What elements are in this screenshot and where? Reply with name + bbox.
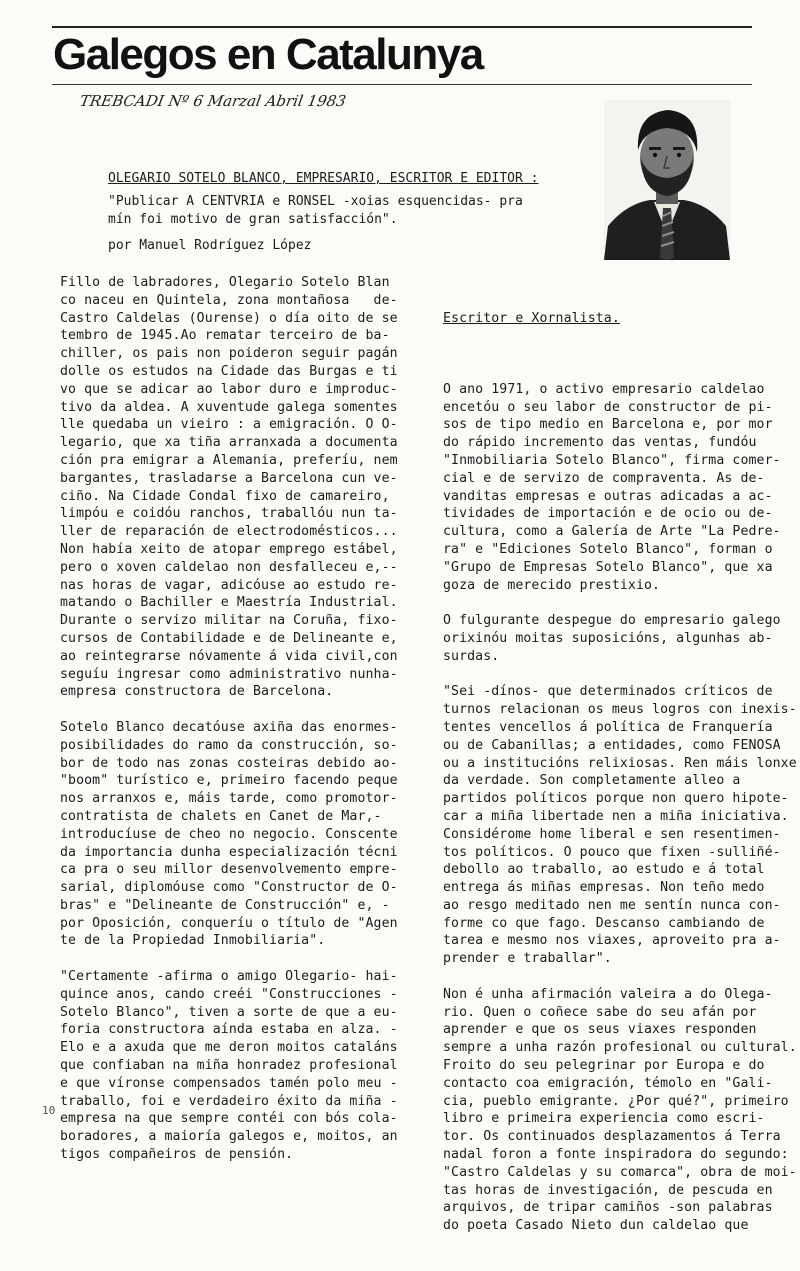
text-line: debollo ao traballo, ao estudo e á total — [443, 862, 765, 878]
text-line: e que víronse compensados tamén polo meu - — [60, 1075, 398, 1091]
text-line: boradores, a maioría galegos e, moitos, an — [60, 1129, 398, 1145]
article-paragraph — [60, 274, 435, 701]
text-line: da importancia dunha especialización técni — [60, 844, 398, 860]
text-line: Sotelo Blanco decatóuse axiña das enormes- — [60, 719, 398, 735]
text-line: rio. Quen o coñece sabe do seu afán por — [443, 1004, 757, 1020]
title-rule — [52, 84, 752, 85]
text-line: te de la Propiedad Inmobiliaria". — [60, 933, 326, 949]
text-line: co naceu en Quintela, zona montañosa de- — [60, 292, 398, 308]
text-line: ciño. Na Cidade Condal fixo de camareiro, — [60, 488, 390, 504]
section-heading: Escritor e Xornalista. — [443, 310, 620, 326]
text-line: goza de merecido prestixio. — [443, 577, 661, 593]
text-line: da verdade. Son completamente alleo a — [443, 773, 741, 789]
text-line: bras" e "Delineante de Construcción" e, - — [60, 897, 390, 913]
article-paragraph — [443, 986, 797, 1235]
text-line: "Inmobiliaria Sotelo Blanco", firma comer- — [443, 452, 781, 468]
article-headline: OLEGARIO SOTELO BLANCO, EMPRESARIO, ESCRITOR E EDITOR : — [108, 171, 539, 186]
text-line: cial e de servizo de compraventa. As de- — [443, 470, 765, 486]
quote-line: mín foi motivo de gran satisfacción". — [108, 212, 398, 227]
text-line: do rápido incremento das ventas, fundóu — [443, 435, 757, 451]
text-line: nadal foron a fonte inspiradora do segundo: — [443, 1147, 789, 1163]
text-line: empresa constructora de Barcelona. — [60, 684, 334, 700]
text-line: Castro Caldelas (Ourense) o día oito de se — [60, 310, 398, 326]
text-line: matando o Bachiller e Maestría Industrial. — [60, 595, 398, 611]
text-line: bargantes, trasladarse a Barcelona cun ve- — [60, 470, 398, 486]
text-line: "boom" turístico e, primeiro facendo peque — [60, 773, 398, 789]
text-line: Elo e a axuda que me deron moitos cataláns — [60, 1040, 398, 1056]
page-number: 10 — [42, 1104, 56, 1117]
text-line: arquivos, de tripar camiños -son palabras — [443, 1200, 773, 1216]
text-line: tembro de 1945.Ao rematar terceiro de ba- — [60, 328, 390, 344]
text-line: entrega ás miñas empresas. Non teño medo — [443, 880, 765, 896]
text-line: libro e primeira experiencia como escri- — [443, 1111, 765, 1127]
text-line: limpóu e coidóu ranchos, traballóu nun ta- — [60, 506, 398, 522]
text-line: por Oposición, conqueríu o título de "Agen — [60, 915, 398, 931]
text-line: cultura, como a Galería de Arte "La Pedre- — [443, 524, 781, 540]
text-line: Sotelo Blanco", tiven a sorte de que a eu- — [60, 1004, 398, 1020]
text-line: bor de todo nas zonas costeiras debido ao- — [60, 755, 398, 771]
text-line: pero o xoven caldelao non desfalleceu e,-- — [60, 559, 398, 575]
text-line: ción pra emigrar a Alemania, preferíu, nem — [60, 452, 398, 468]
text-line: tos políticos. O pouco que fixen -sulliñé- — [443, 844, 781, 860]
text-line: vanditas empresas e outras adicadas a ac- — [443, 488, 773, 504]
text-line: Froito do seu pelegrinar por Europa e do — [443, 1058, 765, 1074]
text-line: introducíuse de cheo no negocio. Conscente — [60, 826, 398, 842]
handwritten-note: TREBCADI Nº 6 Marzal Abril 1983 — [78, 92, 348, 110]
section-title: Galegos en Catalunya — [53, 30, 483, 79]
text-line: seguíu ingresar como administrativo nunha- — [60, 666, 398, 682]
article-paragraph — [60, 719, 435, 950]
text-line: ou de Cabanillas; a entidades, como FENOSA — [443, 737, 781, 753]
text-line: dolle os estudos na Cidade das Burgas e ti — [60, 363, 398, 379]
text-line: empresa na que sempre contéi con bós cola- — [60, 1111, 398, 1127]
text-line: nas horas de vagar, adicóuse ao estudo re- — [60, 577, 398, 593]
text-line: tentes vencellos á política de Franquería — [443, 719, 773, 735]
text-line: tivo da aldea. A xuventude galega somentes — [60, 399, 398, 415]
text-line: cursos de Contabilidade e de Delineante e, — [60, 630, 398, 646]
author-byline: por Manuel Rodríguez López — [108, 238, 312, 253]
text-line: tarea e mesmo nos viaxes, aproveito pra a- — [443, 933, 781, 949]
text-line: quince anos, cando creéi "Construcciones - — [60, 986, 398, 1002]
text-line: ca pra o seu millor desenvolvemento empre- — [60, 862, 398, 878]
text-line: ao reintegrarse nóvamente á vida civil,con — [60, 648, 398, 664]
text-line: ou a institucións relixiosas. Ren máis lonxe — [443, 755, 797, 771]
text-line: surdas. — [443, 648, 500, 664]
text-line: contratista de chalets en Canet de Mar,- — [60, 808, 382, 824]
text-line: "Sei -dínos- que determinados críticos de — [443, 684, 773, 700]
text-line: tigos compañeiros de pensión. — [60, 1147, 294, 1163]
text-line: tividades de importación e de ocio ou de- — [443, 506, 773, 522]
text-line: "Castro Caldelas y su comarca", obra de moi- — [443, 1164, 797, 1180]
text-line: sos de tipo medio en Barcelona e, por mor — [443, 417, 773, 433]
text-line: encetóu o seu labor de constructor de pi- — [443, 399, 773, 415]
text-line: aprender e que os seus viaxes responden — [443, 1022, 757, 1038]
text-line: legario, que xa tiña arranxada a documenta — [60, 435, 398, 451]
text-line: car a miña libertade nen a miña iniciativa. — [443, 808, 789, 824]
text-line: vo que se adicar ao labor duro e improduc- — [60, 381, 398, 397]
author-portrait-photo — [604, 100, 730, 260]
article-paragraph — [443, 381, 783, 595]
text-line: que confiaban na miña honradez profesional — [60, 1058, 398, 1074]
text-line: Fillo de labradores, Olegario Sotelo Blan — [60, 275, 390, 290]
text-line: lle quedaba un vieiro : a emigración. O O- — [60, 417, 398, 433]
text-line: cia, pueblo emigrante. ¿Por qué?", primeiro — [443, 1093, 789, 1109]
text-line: turnos relacionan os meus logros con inexis- — [443, 702, 797, 718]
text-line: orixinóu moitas suposicións, algunhas ab- — [443, 630, 773, 646]
left-column — [60, 274, 435, 1182]
text-line: prender e traballar". — [443, 951, 612, 967]
text-line: contacto coa emigración, témolo en "Gali- — [443, 1075, 773, 1091]
text-line: foria constructora aínda estaba en alza. - — [60, 1022, 398, 1038]
article-paragraph — [443, 612, 783, 665]
text-line: Non había xeito de atopar emprego estábel, — [60, 541, 398, 557]
text-line: nos arranxos e, máis tarde, como promotor- — [60, 791, 398, 807]
text-line: sempre a unha razón profesional ou cultural. — [443, 1040, 797, 1056]
quote-line: "Publicar A CENTVRIA e RONSEL -xoias esquencidas- pra — [108, 194, 523, 209]
article-paragraph — [60, 968, 435, 1164]
text-line: partidos políticos porque non quero hipote- — [443, 791, 789, 807]
text-line: ao resgo meditado nen me sentín nunca con- — [443, 897, 781, 913]
text-line: "Grupo de Empresas Sotelo Blanco", que xa — [443, 559, 773, 575]
text-line: O ano 1971, o activo empresario caldelao — [443, 381, 765, 397]
text-line: do poeta Casado Nieto dun caldelao que — [443, 1218, 749, 1234]
text-line: tor. Os continuados desplazamentos á Terra — [443, 1129, 781, 1145]
right-column — [443, 274, 797, 1271]
text-line: forme co que fago. Descanso cambiando de — [443, 915, 765, 931]
text-line: Considérome home liberal e sen resentimen- — [443, 826, 781, 842]
text-line: posibilidades do ramo da construcción, so- — [60, 737, 398, 753]
text-line: Non é unha afirmación valeira a do Olega- — [443, 986, 773, 1002]
text-line: sarial, diplomóuse como "Constructor de O- — [60, 880, 398, 896]
text-line: Durante o servizo militar na Coruña, fixo- — [60, 613, 398, 629]
text-line: tas horas de investigación, de pescuda en — [443, 1182, 773, 1198]
article-paragraph — [443, 683, 797, 968]
text-line: O fulgurante despegue do empresario galego — [443, 613, 781, 629]
text-line: chiller, os pais non poideron seguir pagán — [60, 346, 398, 362]
text-line: traballo, foi e verdadeiro éxito da miña - — [60, 1093, 398, 1109]
text-line: "Certamente -afirma o amigo Olegario- hai- — [60, 969, 398, 985]
right-paragraphs — [443, 381, 797, 1235]
text-line: ller de reparación de electrodomésticos... — [60, 524, 398, 540]
text-line: ra" e "Ediciones Sotelo Blanco", forman o — [443, 541, 773, 557]
